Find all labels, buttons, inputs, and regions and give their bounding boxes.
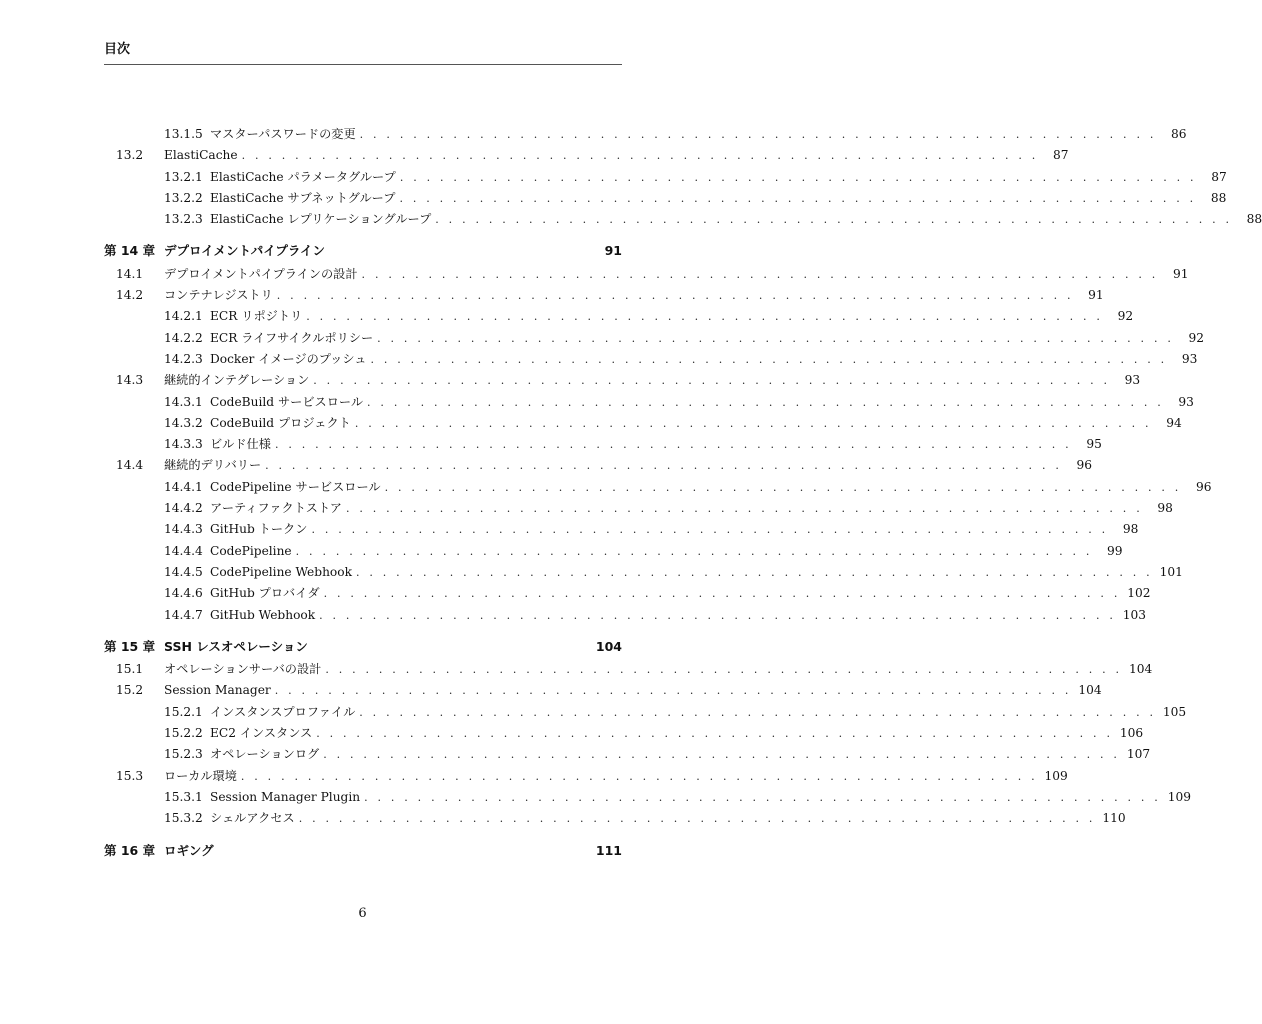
- toc-entry-title: デプロイメントパイプライン: [164, 243, 326, 259]
- toc-entry[interactable]: [104, 702, 1187, 723]
- toc-entry-title: CodePipeline サービスロール: [210, 479, 381, 494]
- toc-entry[interactable]: [104, 562, 1183, 583]
- toc-entry-page: 98: [1157, 501, 1173, 516]
- header-title: 目次: [104, 42, 131, 57]
- toc-entry-page: 93: [1124, 373, 1141, 388]
- toc-entry-page: 95: [1086, 437, 1102, 452]
- toc-entry-page: 98: [1122, 522, 1139, 537]
- toc-entry-title: マスターパスワードの変更: [210, 127, 356, 141]
- toc-entry-page: 86: [1171, 127, 1187, 141]
- toc-leader-dots: . . . . . . . . . . . . . . . . . . . . . . . . . . . . . . . . . . . . . . . . . . . . . . . . . . . . . . . . . . . .: [313, 374, 1111, 388]
- toc-entry-page: 96: [1076, 458, 1093, 473]
- toc-entry-page: 91: [604, 243, 622, 259]
- toc-chapter-entry[interactable]: [104, 240, 622, 261]
- toc-entry-page: 91: [1088, 288, 1104, 303]
- toc-entry[interactable]: [104, 145, 1069, 166]
- toc-entry-number: 第 16 章: [104, 842, 156, 858]
- toc-leader-dots: . . . . . . . . . . . . . . . . . . . . . . . . . . . . . . . . . . . . . . . . . . . . . . . . . . . . . . . . . . . .: [306, 310, 1104, 324]
- toc-entry[interactable]: [104, 498, 1173, 519]
- toc-entry-title: CodePipeline Webhook: [210, 564, 352, 579]
- toc-leader-dots: . . . . . . . . . . . . . . . . . . . . . . . . . . . . . . . . . . . . . . . . . . . . . . . . . . . . . . . . . . . .: [361, 267, 1159, 281]
- toc-entry-page: 107: [1126, 747, 1151, 762]
- toc-entry-page: 87: [1211, 169, 1227, 184]
- toc-leader-dots: . . . . . . . . . . . . . . . . . . . . . . . . . . . . . . . . . . . . . . . . . . . . . . . . . . . . . . . . . . . .: [399, 170, 1197, 184]
- toc-leader-dots: . . . . . . . . . . . . . . . . . . . . . . . . . . . . . . . . . . . . . . . . . . . . . . . . . . . . . . . . . . . .: [323, 748, 1121, 762]
- toc-entry-number: 15.3.1: [164, 789, 203, 804]
- toc-entry-number: 14.4.7: [164, 607, 203, 622]
- toc-entry-page: 93: [1178, 394, 1194, 409]
- toc-entry[interactable]: [104, 124, 1187, 145]
- toc-entry-number: 13.2.3: [164, 212, 203, 227]
- toc-entry[interactable]: [104, 787, 1192, 808]
- toc-entry-page: 94: [1166, 415, 1182, 430]
- toc-entry[interactable]: [104, 659, 1153, 680]
- toc-entry-number: 14.3.3: [164, 437, 203, 452]
- toc-entry-title: デプロイメントパイプラインの設計: [164, 266, 358, 281]
- toc-entry-title: オペレーションサーバの設計: [164, 662, 322, 677]
- toc-entry-number: 14.3: [116, 373, 144, 388]
- toc-entry-number: 15.3: [116, 768, 144, 783]
- toc-leader-dots: . . . . . . . . . . . . . . . . . . . . . . . . . . . . . . . . . . . . . . . . . . . . . . . . . . . . . . . . . . . .: [316, 727, 1114, 741]
- toc-leader-dots: . . . . . . . . . . . . . . . . . . . . . . . . . . . . . . . . . . . . . . . . . . . . . . . . . . . . . . . . . . . .: [364, 790, 1162, 804]
- toc-entry-page: 88: [1246, 212, 1262, 227]
- toc-entry-title: ロギング: [164, 842, 214, 858]
- toc-entry[interactable]: [104, 413, 1182, 434]
- toc-leader-dots: . . . . . . . . . . . . . . . . . . . . . . . . . . . . . . . . . . . . . . . . . . . . . . . . . . . . . . . . . . . .: [359, 705, 1157, 719]
- toc-entry-title: コンテナレジストリ: [164, 288, 273, 303]
- table-of-contents: [104, 124, 1262, 863]
- toc-chapter-entry[interactable]: [104, 636, 622, 657]
- toc-entry-number: 14.4: [116, 458, 144, 473]
- toc-entry-page: 109: [1044, 768, 1068, 783]
- toc-entry-number: 14.4.6: [164, 586, 203, 601]
- toc-entry[interactable]: [104, 434, 1102, 455]
- toc-entry-page: 96: [1195, 479, 1212, 494]
- page-number: 6: [358, 906, 367, 921]
- toc-entry-page: 110: [1102, 811, 1126, 826]
- toc-leader-dots: . . . . . . . . . . . . . . . . . . . . . . . . . . . . . . . . . . . . . . . . . . . . . . . . . . . . . . . . . . . .: [355, 565, 1153, 579]
- toc-entry-title: EC2 インスタンス: [210, 726, 313, 741]
- toc-entry-title: Session Manager Plugin: [210, 789, 361, 804]
- toc-entry[interactable]: [104, 455, 1093, 476]
- toc-leader-dots: . . . . . . . . . . . . . . . . . . . . . . . . . . . . . . . . . . . . . . . . . . . . . . . . . . . . . . . . . . . .: [325, 663, 1123, 677]
- toc-entry-title: ElastiCache サブネットグループ: [210, 190, 396, 205]
- toc-entry-title: GitHub Webhook: [210, 607, 316, 622]
- toc-entry-title: ビルド仕様: [210, 437, 271, 452]
- toc-entry[interactable]: [104, 766, 1068, 787]
- toc-entry-page: 93: [1181, 351, 1198, 366]
- toc-entry-title: CodeBuild プロジェクト: [210, 415, 351, 430]
- toc-entry-number: 14.2.2: [164, 330, 203, 345]
- toc-entry-page: 109: [1167, 789, 1192, 804]
- toc-entry-page: 102: [1127, 586, 1151, 601]
- toc-entry-page: 99: [1107, 543, 1123, 558]
- toc-entry[interactable]: [104, 188, 1227, 209]
- toc-entry-title: アーティファクトストア: [210, 501, 342, 516]
- toc-entry[interactable]: [104, 583, 1151, 604]
- toc-leader-dots: . . . . . . . . . . . . . . . . . . . . . . . . . . . . . . . . . . . . . . . . . . . . . . . . . . . . . . . . . . . .: [359, 128, 1157, 141]
- toc-entry[interactable]: [104, 477, 1212, 498]
- toc-entry-title: ローカル環境: [164, 768, 237, 783]
- toc-entry-page: 103: [1122, 607, 1147, 622]
- toc-entry[interactable]: [104, 744, 1151, 765]
- toc-leader-dots: . . . . . . . . . . . . . . . . . . . . . . . . . . . . . . . . . . . . . . . . . . . . . . . . . . . . . . . . . . . .: [377, 331, 1175, 345]
- toc-entry-number: 15.2.2: [164, 726, 203, 741]
- toc-leader-dots: . . . . . . . . . . . . . . . . . . . . . . . . . . . . . . . . . . . . . . . . . . . . . . . . . . . . . . . . . . . .: [295, 544, 1093, 558]
- toc-entry[interactable]: [104, 370, 1141, 391]
- toc-entry-number: 14.4.1: [164, 479, 203, 494]
- toc-entry-page: 104: [1128, 662, 1153, 677]
- toc-leader-dots: . . . . . . . . . . . . . . . . . . . . . . . . . . . . . . . . . . . . . . . . . . . . . . . . . . . . . . . . . . . .: [370, 352, 1168, 366]
- toc-leader-dots: . . . . . . . . . . . . . . . . . . . . . . . . . . . . . . . . . . . . . . . . . . . . . . . . . . . . . . . . . . . .: [298, 812, 1096, 826]
- toc-entry-number: 15.1: [116, 662, 144, 677]
- toc-entry-number: 14.3.1: [164, 394, 203, 409]
- toc-entry-number: 14.4.4: [164, 543, 203, 558]
- toc-entry-number: 14.4.5: [164, 564, 203, 579]
- toc-leader-dots: . . . . . . . . . . . . . . . . . . . . . . . . . . . . . . . . . . . . . . . . . . . . . . . . . . . . . . . . . . . .: [276, 289, 1074, 303]
- toc-leader-dots: . . . . . . . . . . . . . . . . . . . . . . . . . . . . . . . . . . . . . . . . . . . . . . . . . . . . . . . . . . . .: [265, 459, 1063, 473]
- toc-entry[interactable]: [104, 264, 1189, 285]
- toc-entry-page: 92: [1117, 309, 1134, 324]
- toc-entry-page: 88: [1210, 190, 1227, 205]
- toc-entry-title: GitHub プロバイダ: [210, 586, 320, 601]
- toc-entry-page: 92: [1188, 330, 1205, 345]
- toc-entry-number: 14.2: [116, 288, 144, 303]
- toc-entry[interactable]: [104, 306, 1134, 327]
- toc-entry-title: GitHub トークン: [210, 522, 308, 537]
- toc-entry-title: Docker イメージのプッシュ: [210, 351, 367, 366]
- toc-entry-page: 106: [1119, 726, 1144, 741]
- toc-entry[interactable]: [104, 285, 1104, 306]
- toc-leader-dots: . . . . . . . . . . . . . . . . . . . . . . . . . . . . . . . . . . . . . . . . . . . . . . . . . . . . . . . . . . . .: [274, 684, 1072, 698]
- toc-entry[interactable]: [104, 680, 1102, 701]
- toc-entry-title: ECR リポジトリ: [210, 309, 303, 324]
- toc-entry-number: 第 15 章: [104, 638, 156, 654]
- toc-entry-title: ElastiCache レプリケーショングループ: [210, 212, 432, 227]
- toc-entry-number: 14.2.1: [164, 309, 203, 324]
- toc-entry-page: 111: [595, 842, 622, 858]
- toc-entry-number: 14.1: [116, 266, 144, 281]
- toc-entry-title: CodePipeline: [210, 543, 292, 558]
- toc-leader-dots: . . . . . . . . . . . . . . . . . . . . . . . . . . . . . . . . . . . . . . . . . . . . . . . . . . . . . . . . . . . .: [435, 213, 1233, 227]
- toc-leader-dots: . . . . . . . . . . . . . . . . . . . . . . . . . . . . . . . . . . . . . . . . . . . . . . . . . . . . . . . . . . . .: [274, 438, 1072, 452]
- toc-entry-number: 15.2: [116, 683, 144, 698]
- toc-entry-title: 継続的デリバリー: [164, 458, 262, 473]
- toc-entry-page: 104: [595, 638, 622, 654]
- toc-entry-number: 15.2.3: [164, 747, 203, 762]
- toc-entry-page: 105: [1162, 704, 1187, 719]
- toc-entry-number: 14.3.2: [164, 415, 203, 430]
- toc-entry-title: SSH レスオペレーション: [164, 638, 308, 654]
- toc-leader-dots: . . . . . . . . . . . . . . . . . . . . . . . . . . . . . . . . . . . . . . . . . . . . . . . . . . . . . . . . . . . .: [354, 416, 1152, 430]
- toc-leader-dots: . . . . . . . . . . . . . . . . . . . . . . . . . . . . . . . . . . . . . . . . . . . . . . . . . . . . . . . . . . . .: [399, 191, 1197, 205]
- toc-entry-number: 第 14 章: [104, 243, 156, 259]
- toc-leader-dots: . . . . . . . . . . . . . . . . . . . . . . . . . . . . . . . . . . . . . . . . . . . . . . . . . . . . . . . . . . . .: [367, 395, 1164, 409]
- toc-entry-number: 13.2.2: [164, 190, 203, 205]
- toc-entry[interactable]: [104, 349, 1198, 370]
- toc-entry-page: 91: [1172, 266, 1189, 281]
- toc-entry-number: 14.4.3: [164, 522, 203, 537]
- toc-entry-title: シェルアクセス: [210, 811, 295, 826]
- toc-entry-title: Session Manager: [164, 683, 271, 698]
- toc-leader-dots: . . . . . . . . . . . . . . . . . . . . . . . . . . . . . . . . . . . . . . . . . . . . . . . . . . . . . . . . . . . .: [323, 587, 1121, 601]
- toc-entry[interactable]: [104, 328, 1205, 349]
- toc-leader-dots: . . . . . . . . . . . . . . . . . . . . . . . . . . . . . . . . . . . . . . . . . . . . . . . . . . . . . . . . . . . .: [319, 608, 1117, 622]
- toc-entry-title: ElastiCache パラメータグループ: [210, 169, 396, 184]
- toc-entry[interactable]: [104, 541, 1123, 562]
- toc-entry-page: 101: [1159, 564, 1183, 579]
- toc-leader-dots: . . . . . . . . . . . . . . . . . . . . . . . . . . . . . . . . . . . . . . . . . . . . . . . . . . . . . . . . . . . .: [241, 149, 1039, 163]
- toc-leader-dots: . . . . . . . . . . . . . . . . . . . . . . . . . . . . . . . . . . . . . . . . . . . . . . . . . . . . . . . . . . . .: [384, 480, 1182, 494]
- toc-entry[interactable]: [104, 519, 1139, 540]
- toc-entry[interactable]: [104, 167, 1227, 188]
- toc-leader-dots: . . . . . . . . . . . . . . . . . . . . . . . . . . . . . . . . . . . . . . . . . . . . . . . . . . . . . . . . . . . .: [311, 523, 1109, 537]
- toc-entry-title: ECR ライフサイクルポリシー: [210, 330, 374, 345]
- toc-entry-number: 15.2.1: [164, 704, 203, 719]
- toc-entry[interactable]: [104, 808, 1126, 829]
- toc-entry-number: 15.3.2: [164, 811, 203, 826]
- toc-entry[interactable]: [104, 723, 1144, 744]
- toc-entry[interactable]: [104, 209, 1262, 230]
- toc-entry-page: 104: [1078, 683, 1102, 698]
- toc-entry[interactable]: [104, 392, 1194, 413]
- toc-entry-number: 13.2: [116, 148, 144, 163]
- toc-leader-dots: . . . . . . . . . . . . . . . . . . . . . . . . . . . . . . . . . . . . . . . . . . . . . . . . . . . . . . . . . . . .: [240, 769, 1038, 783]
- toc-entry-page: 87: [1052, 148, 1069, 163]
- toc-entry-number: 14.2.3: [164, 351, 203, 366]
- toc-entry-title: CodeBuild サービスロール: [210, 394, 364, 409]
- toc-entry[interactable]: [104, 605, 1147, 626]
- toc-entry-title: ElastiCache: [164, 148, 238, 163]
- toc-entry-number: 13.2.1: [164, 169, 203, 184]
- toc-entry-title: インスタンスプロファイル: [210, 704, 356, 719]
- toc-entry-number: 13.1.5: [164, 127, 203, 141]
- toc-entry-title: オペレーションログ: [210, 747, 320, 762]
- toc-leader-dots: . . . . . . . . . . . . . . . . . . . . . . . . . . . . . . . . . . . . . . . . . . . . . . . . . . . . . . . . . . . .: [346, 502, 1143, 516]
- toc-entry-title: 継続的インテグレーション: [164, 373, 310, 388]
- toc-entry-number: 14.4.2: [164, 501, 203, 516]
- running-header: [104, 38, 622, 65]
- toc-chapter-entry[interactable]: [104, 840, 622, 861]
